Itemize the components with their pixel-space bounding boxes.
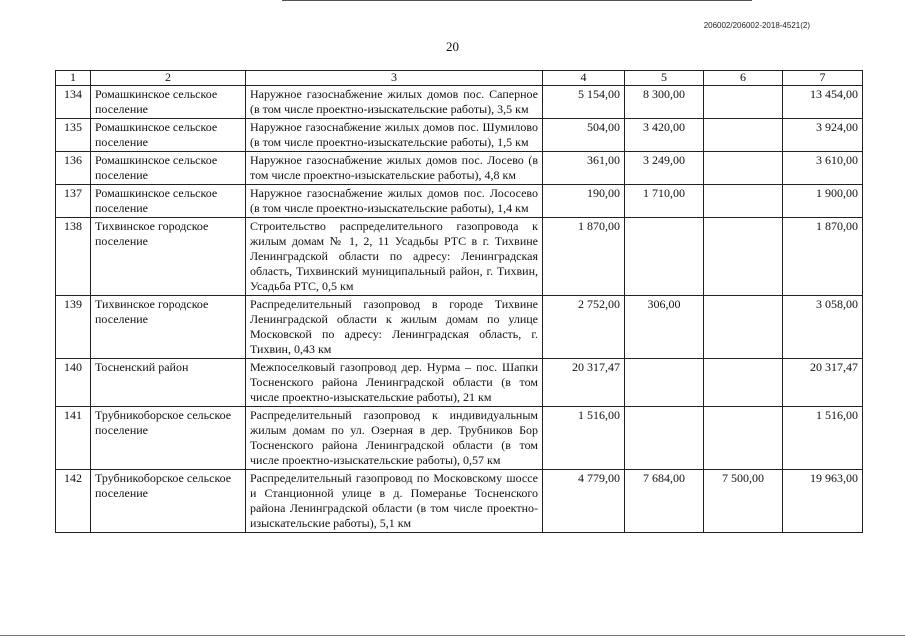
amount-col6 (704, 296, 783, 359)
amount-col4: 4 779,00 (543, 470, 625, 533)
row-number: 141 (56, 407, 91, 470)
amount-col4: 1 870,00 (543, 218, 625, 296)
row-number: 142 (56, 470, 91, 533)
amount-col4: 20 317,47 (543, 359, 625, 407)
amount-col6 (704, 218, 783, 296)
amount-col5: 1 710,00 (625, 185, 704, 218)
row-number: 136 (56, 152, 91, 185)
column-header: 6 (704, 71, 783, 86)
row-number: 135 (56, 119, 91, 152)
amount-total: 3 058,00 (783, 296, 863, 359)
amount-col6 (704, 359, 783, 407)
amount-col4: 1 516,00 (543, 407, 625, 470)
amount-col6 (704, 86, 783, 119)
table-row (56, 359, 863, 407)
table-row (56, 218, 863, 296)
amount-col4: 190,00 (543, 185, 625, 218)
object-description: Наружное газоснабжение жилых домов пос. Лососево (в том числе проектно-изыскательские работы), 1,4 км (246, 185, 543, 218)
object-description: Строительство распределительного газопровода к жилым домам № 1, 2, 11 Усадьбы РТС в г. Тихвине Ленинградской области по адресу: Ленинградская область, Тихвинский муниципальный район, г. Тихвин, Усадьба РТС, 0,5 км (246, 218, 543, 296)
page-number: 20 (446, 39, 459, 54)
amount-col4: 5 154,00 (543, 86, 625, 119)
column-header: 1 (56, 71, 91, 86)
amount-col4: 2 752,00 (543, 296, 625, 359)
amount-total: 1 900,00 (783, 185, 863, 218)
amount-col6 (704, 407, 783, 470)
amount-col6 (704, 119, 783, 152)
settlement-name: Тосненский район (91, 359, 246, 407)
top-rule (282, 0, 752, 1)
table-row (56, 152, 863, 185)
amount-col4: 361,00 (543, 152, 625, 185)
amount-total: 3 610,00 (783, 152, 863, 185)
amount-col6 (704, 185, 783, 218)
amount-col6 (704, 152, 783, 185)
amount-col5: 306,00 (625, 296, 704, 359)
amount-col5: 3 420,00 (625, 119, 704, 152)
amount-col5: 8 300,00 (625, 86, 704, 119)
settlement-name: Тихвинское городское поселение (91, 296, 246, 359)
amount-total: 20 317,47 (783, 359, 863, 407)
settlement-name: Ромашкинское сельское поселение (91, 119, 246, 152)
settlement-name: Трубникоборское сельское поселение (91, 407, 246, 470)
amount-total: 3 924,00 (783, 119, 863, 152)
table-row (56, 470, 863, 533)
bottom-rule (0, 635, 905, 636)
amount-col5: 7 684,00 (625, 470, 704, 533)
object-description: Наружное газоснабжение жилых домов пос. Шумилово (в том числе проектно-изыскательские работы), 1,5 км (246, 119, 543, 152)
document-registration-number: 206002/206002-2018-4521(2) (703, 21, 810, 30)
column-number-row (56, 71, 863, 86)
object-description: Распределительный газопровод в городе Тихвине Ленинградской области к жилым домам по улице Московской по адресу: Ленинградская область, г. Тихвин, 0,43 км (246, 296, 543, 359)
amount-col6: 7 500,00 (704, 470, 783, 533)
table-row (56, 86, 863, 119)
object-description: Наружное газоснабжение жилых домов пос. Саперное (в том числе проектно-изыскательские работы), 3,5 км (246, 86, 543, 119)
table-row (56, 407, 863, 470)
amount-col5 (625, 359, 704, 407)
register-table (55, 70, 863, 533)
settlement-name: Ромашкинское сельское поселение (91, 86, 246, 119)
settlement-name: Ромашкинское сельское поселение (91, 152, 246, 185)
column-header: 3 (246, 71, 543, 86)
column-header: 5 (625, 71, 704, 86)
amount-col4: 504,00 (543, 119, 625, 152)
column-header: 2 (91, 71, 246, 86)
object-description: Распределительный газопровод по Московскому шоссе и Станционной улице в д. Померанье Тосненского района Ленинградской области (в том числе проектно-изыскательские работы), 5,1 км (246, 470, 543, 533)
amount-col5 (625, 218, 704, 296)
table-row (56, 119, 863, 152)
column-header: 7 (783, 71, 863, 86)
row-number: 137 (56, 185, 91, 218)
amount-total: 19 963,00 (783, 470, 863, 533)
amount-total: 1 516,00 (783, 407, 863, 470)
row-number: 138 (56, 218, 91, 296)
object-description: Распределительный газопровод к индивидуальным жилым домам по ул. Озерная в дер. Трубников Бор Тосненского района Ленинградской области (в том числе проектно-изыскательские работы), 0,57 км (246, 407, 543, 470)
object-description: Межпоселковый газопровод дер. Нурма – пос. Шапки Тосненского района Ленинградской области (в том числе проектно-изыскательские работы), 21 км (246, 359, 543, 407)
settlement-name: Трубникоборское сельское поселение (91, 470, 246, 533)
settlement-name: Ромашкинское сельское поселение (91, 185, 246, 218)
row-number: 134 (56, 86, 91, 119)
object-description: Наружное газоснабжение жилых домов пос. Лосево (в том числе проектно-изыскательские работы), 4,8 км (246, 152, 543, 185)
amount-total: 1 870,00 (783, 218, 863, 296)
row-number: 140 (56, 359, 91, 407)
row-number: 139 (56, 296, 91, 359)
amount-col5 (625, 407, 704, 470)
table-row (56, 296, 863, 359)
amount-total: 13 454,00 (783, 86, 863, 119)
amount-col5: 3 249,00 (625, 152, 704, 185)
table-row (56, 185, 863, 218)
column-header: 4 (543, 71, 625, 86)
settlement-name: Тихвинское городское поселение (91, 218, 246, 296)
